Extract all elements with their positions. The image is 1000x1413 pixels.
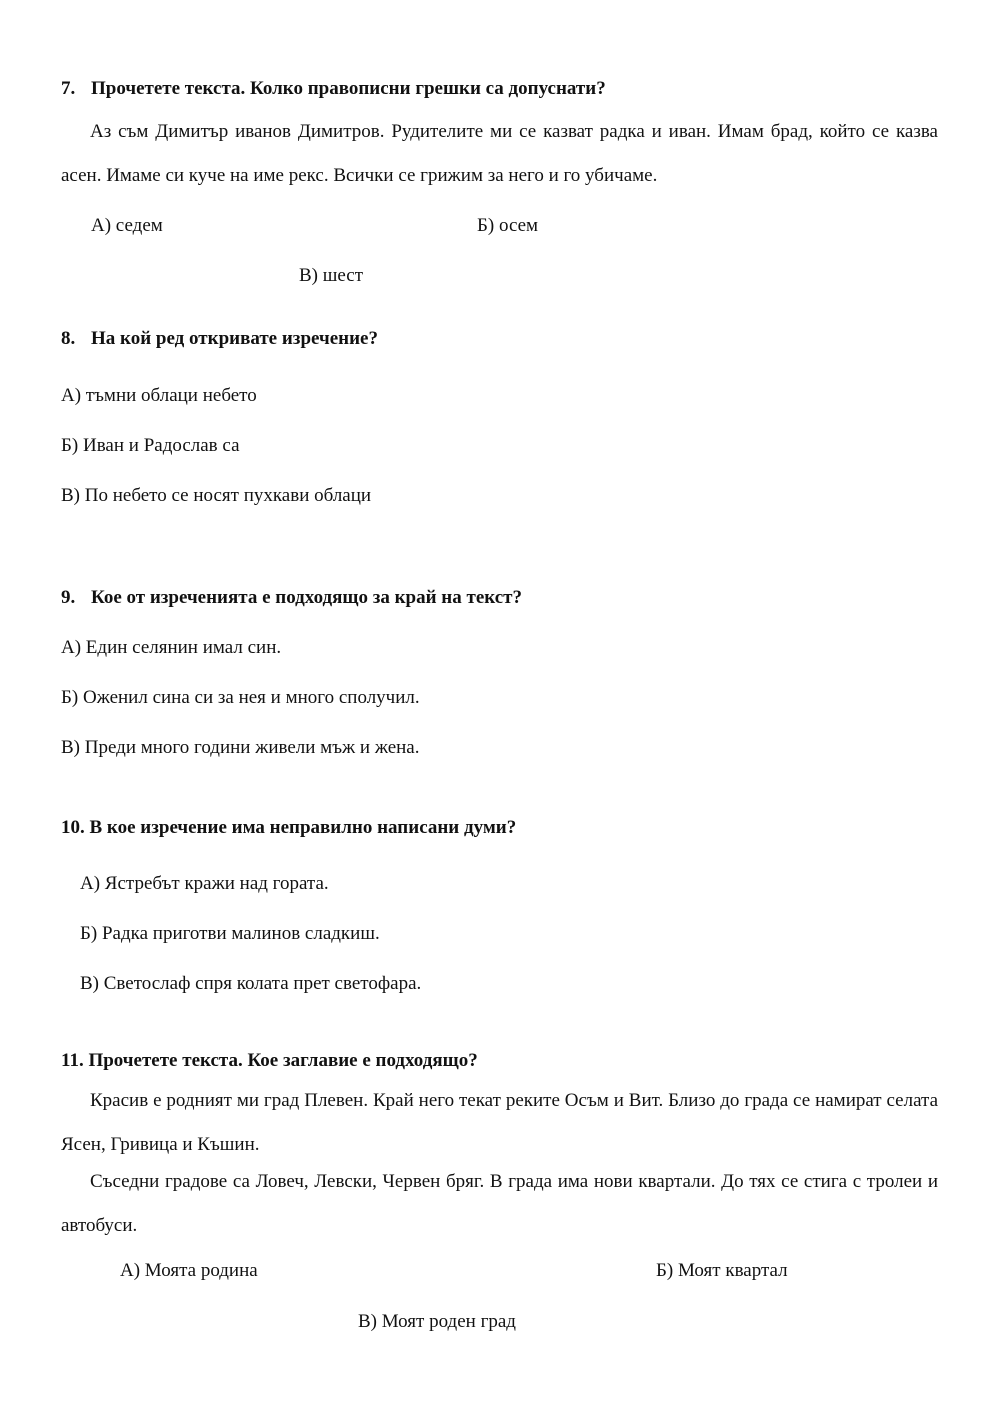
question-9-number: 9. — [61, 587, 76, 608]
question-7-number: 7. — [61, 78, 76, 99]
q11-option-c[interactable]: В) Моят роден град — [358, 1311, 516, 1332]
q9-option-a[interactable]: А) Един селянин имал син. — [61, 637, 282, 658]
question-8-text: На кой ред откривате изречение? — [91, 328, 378, 349]
q10-option-c[interactable]: В) Светослаф спря колата прет светофара. — [80, 973, 422, 994]
question-11-paragraph-2: Съседни градове са Ловеч, Левски, Червен бряг. В града има нови квартали. До тях се стига с тролеи и автобуси. — [61, 1171, 938, 1236]
question-7-title — [61, 78, 606, 100]
question-9-text: Кое от изреченията е подходящо за край на текст? — [91, 587, 522, 608]
q8-option-b[interactable]: Б) Иван и Радослав са — [61, 435, 240, 456]
question-8-number: 8. — [61, 328, 76, 349]
q7-option-c[interactable]: В) шест — [299, 265, 364, 286]
question-11-title: 11. Прочетете текста. Кое заглавие е подходящо? — [61, 1050, 478, 1071]
q11-option-a[interactable]: А) Моята родина — [120, 1260, 258, 1281]
question-11-paragraph-1: Красив е родният ми град Плевен. Край него текат реките Осъм и Вит. Близо до града се намират селата Ясен, Гривица и Къшин. — [61, 1090, 938, 1155]
question-10-title: 10. В кое изречение има неправилно написани думи? — [61, 817, 517, 838]
q9-option-b[interactable]: Б) Оженил сина си за нея и много сполучил. — [61, 687, 420, 708]
q10-option-b[interactable]: Б) Радка приготви малинов сладкиш. — [80, 923, 380, 944]
q8-option-c[interactable]: В) По небето се носят пухкави облаци — [61, 485, 372, 506]
q7-option-b[interactable]: Б) осем — [477, 215, 539, 236]
question-7-passage: Аз съм Димитър иванов Димитров. Рудителите ми се казват радка и иван. Имам брад, който се казва асен. Имаме си куче на име рекс. Всички се грижим за него и го убичаме. — [61, 121, 938, 186]
question-8-title — [61, 328, 378, 350]
q11-option-b[interactable]: Б) Моят квартал — [656, 1260, 788, 1281]
q7-option-a[interactable]: А) седем — [91, 215, 163, 236]
q10-option-a[interactable]: А) Ястребът кражи над гората. — [80, 873, 329, 894]
question-7-text: Прочетете текста. Колко правописни грешки са допуснати? — [91, 78, 606, 99]
question-9-title — [61, 587, 522, 609]
q9-option-c[interactable]: В) Преди много години живели мъж и жена. — [61, 737, 420, 758]
q8-option-a[interactable]: А) тъмни облаци небето — [61, 385, 257, 406]
